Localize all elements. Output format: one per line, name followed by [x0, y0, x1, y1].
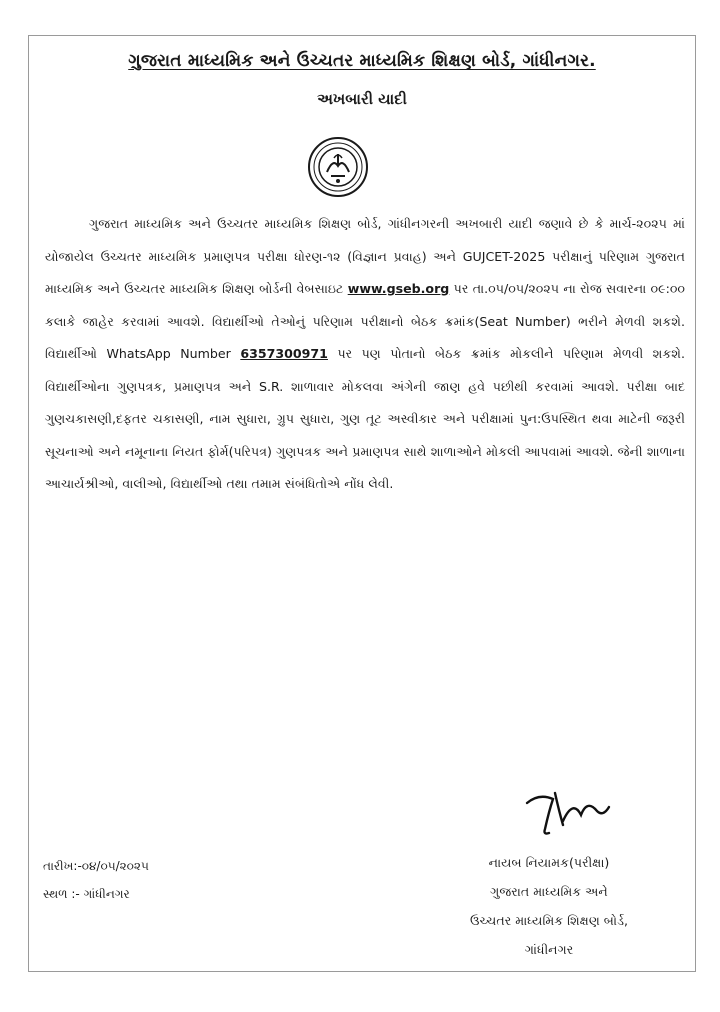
website-link[interactable]: www.gseb.org [347, 281, 450, 296]
board-emblem-icon [307, 136, 369, 198]
signatory-city: ગાંધીનગર [524, 942, 574, 957]
body-text-part-1: ગુજરાત માધ્યમિક અને ઉચ્ચતર માધ્યમિક શિક્ષણ બોર્ડ, ગાંધીનગરની અખબારી યાદી જણાવે છે કે માર્ચ-૨૦૨૫ માં યોજાયેલ ઉચ્ચતર માધ્યમિક પ્રમાણપત્ર પરીક્ષા ધોરણ-૧૨ (વિજ્ઞાન પ્રવાહ) અને GUJCET-2025 પરીક્ષાનું પરિણામ ગુજરાત માધ્યમિક અને ઉચ્ચતર માધ્યમિક શિક્ષણ બોર્ડની વેબસાઇટ [45, 216, 685, 296]
place-line: સ્થળ :- ગાંધીનગર [43, 887, 130, 901]
document-frame [28, 35, 696, 972]
date-line: તારીખ:-૦૪/૦૫/૨૦૨૫ [43, 859, 149, 873]
press-release-heading: અખબારી યાદી [317, 90, 407, 108]
body-text-part-3: પર પણ પોતાનો બેઠક ક્રમાંક મોકલીને પરિણામ મેળવી શકશે. વિદ્યાર્થીઓના ગુણપત્રક, પ્રમાણપત્ર અને S.R. શાળાવાર મોકલવા અંગેની જાણ હવે પછીથી કરવામાં આવશે. પરીક્ષા બાદ ગુણચકાસણી,દફતર ચકાસણી, નામ સુધારા, ગ્રુપ સુધારા, ગુણ તૂટ અસ્વીકાર અને પરીક્ષામાં પુન:ઉપસ્થિત થવા માટેની જરૂરી સૂચનાઓ અને નમૂનાના નિયત ફોર્મ(પરિપત્ર) ગુણપત્રક અને પ્રમાણપત્ર સાથે શાળાઓને મોકલી આપવામાં આવશે. જેની શાળાના આચાર્યશ્રીઓ, વાલીઓ, વિદ્યાર્થીઓ તથા તમામ સંબંધિતોએ નોંધ લેવી. [45, 346, 685, 491]
document-title: ગુજરાત માધ્યમિક અને ઉચ્ચતર માધ્યમિક શિક્ષણ બોર્ડ, ગાંધીનગર. [128, 51, 596, 71]
body-text-part-2: પર તા.૦૫/૦૫/૨૦૨૫ ના રોજ સવારના ૦૯:૦૦ કલાકે જાહેર કરવામાં આવશે. વિદ્યાર્થીઓ તેઓનું પરિણામ પરીક્ષાનો બેઠક ક્રમાંક(Seat Number) ભરીને મેળવી શકશે. વિદ્યાર્થીઓ WhatsApp Number [45, 281, 685, 361]
handwritten-signature-icon [519, 781, 619, 841]
date-place-block [43, 852, 149, 908]
whatsapp-number: 6357300971 [240, 346, 328, 361]
signatory-org-line-1: ગુજરાત માધ્યમિક અને [490, 884, 608, 899]
signatory-org-line-2: ઉચ્ચતર માધ્યમિક શિક્ષણ બોર્ડ, [470, 913, 628, 928]
signatory-block [439, 848, 659, 964]
signatory-designation: નાયબ નિયામક(પરીક્ષા) [488, 855, 610, 870]
press-release-body [45, 208, 685, 501]
